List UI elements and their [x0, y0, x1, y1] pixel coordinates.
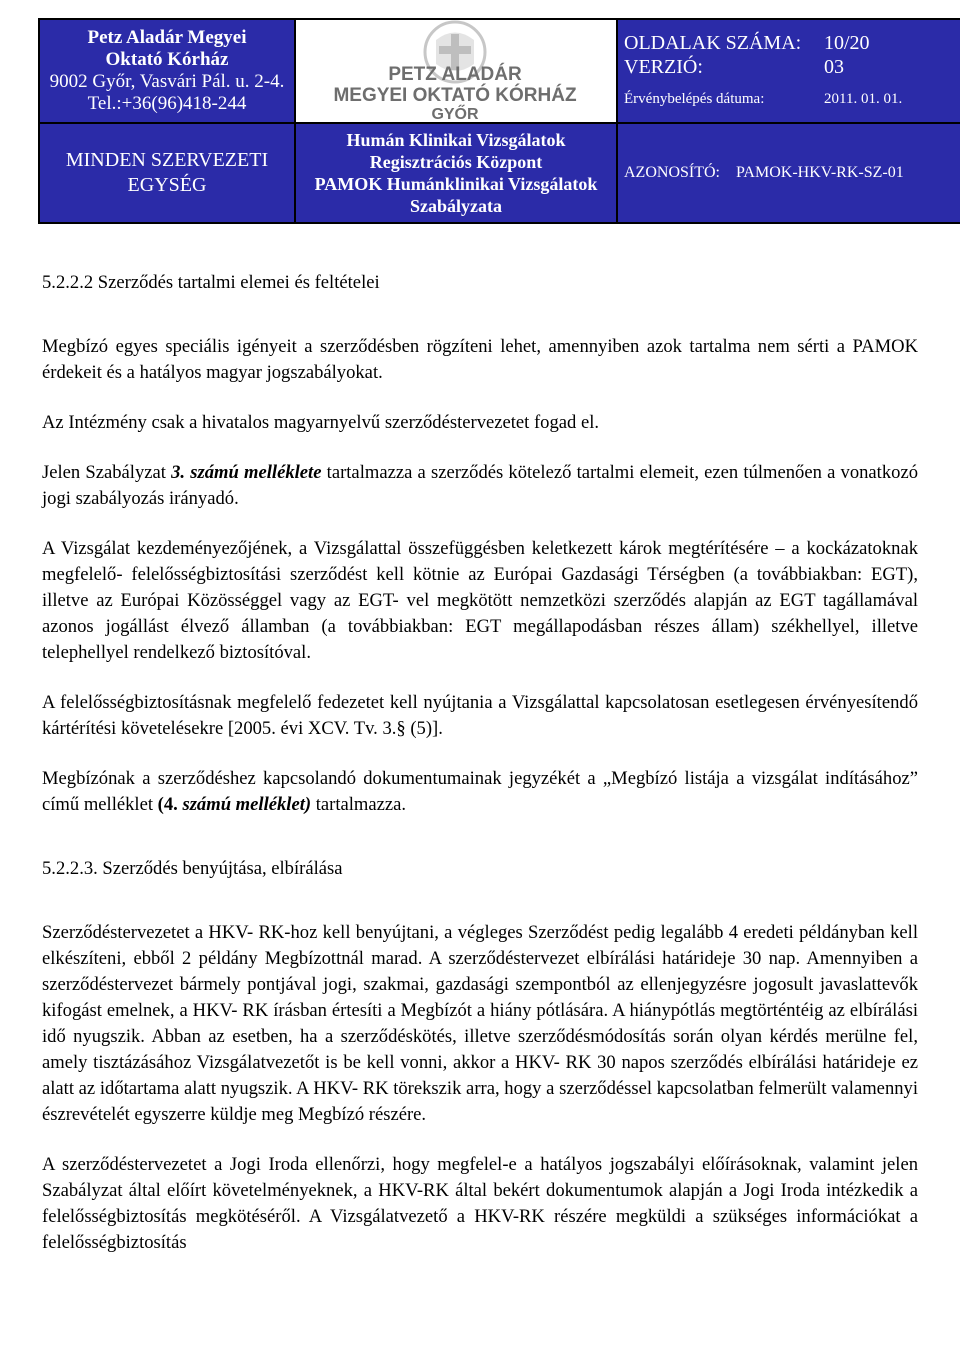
- logo-line-3: GYŐR: [431, 106, 479, 122]
- section-heading-5-2-2-3: 5.2.2.3. Szerződés benyújtása, elbírálása: [42, 858, 343, 879]
- identifier-label: AZONOSÍTÓ:: [624, 164, 720, 181]
- paragraph-legal-review: A szerződéstervezetet a Jogi Iroda ellenőrzi, hogy megfelel-e a hatályos jogszabályi előírásoknak, valamint jelen Szabályzat által előírt követelményeknek, a HKV-RK által bekért dokumentumok alapján a Jogi Iroda intézkedik a felelősségbiztosítás megkötéséről. A Vizsgálatvezető a HKV-RK részére megküldi a szükséges információkat a felelősségbiztosítás: [42, 1154, 918, 1253]
- p6-text-b: (4.: [157, 794, 178, 815]
- paragraph-hungarian-draft: Az Intézmény csak a hivatalos magyarnyelvű szerződéstervezetet fogad el.: [42, 412, 600, 433]
- logo-line-2: MEGYEI OKTATÓ KÓRHÁZ: [333, 85, 577, 106]
- effective-date-row: [624, 87, 960, 111]
- logo-line-1: PETZ ALADÁR: [388, 64, 522, 85]
- spacer: [42, 742, 918, 766]
- paragraph-liability-insurance: A Vizsgálat kezdeményezőjének, a Vizsgálattal összefüggésben keletkezett károk megtérítésére – a kockázatoknak megfelelő- felelősségbiztosítási szerződést kell kötnie az Európai Gazdasági Térségben (a továbbiakban: EGT), illetve az Európai Közösséggel vagy az EGT- vel megkötött nemzetközi szerződés alapján az EGT tagállamával azonos jogállást élvező államban (a továbbiakban: EGT megállapodásban részes állam) székhellyel, illetve telephellyel rendelkező biztosítóval.: [42, 538, 918, 663]
- pages-value: 10/20: [824, 32, 870, 54]
- spacer: [42, 436, 918, 460]
- spacer: [42, 386, 918, 410]
- org-telephone: Tel.:+36(96)418-244: [87, 93, 247, 114]
- hospital-logo-graphic: [296, 20, 614, 122]
- p3-text-a: Jelen Szabályzat: [42, 462, 172, 483]
- annex-3-reference: 3. számú melléklete: [171, 462, 322, 483]
- spacer: [42, 296, 918, 334]
- version-label: VERZIÓ:: [624, 56, 703, 78]
- paragraph-annex-reference: [42, 460, 918, 512]
- doc-title-line-3: PAMOK Humánklinikai Vizsgálatok: [314, 174, 598, 194]
- hospital-logo: [295, 19, 617, 123]
- identifier-value: PAMOK-HKV-RK-SZ-01: [736, 164, 904, 181]
- p6-text-a: Megbízónak a szerződéshez kapcsolandó dokumentumainak jegyzékét a „Megbízó listája a vizsgálat indításához” című melléklet: [42, 768, 918, 815]
- document-header: [38, 18, 960, 226]
- p3-text-c: tartalmazza a szerződés kötelező tartalmi elemeit, ezen túlmenően a vonatkozó jogi szabályozás irányadó.: [42, 462, 918, 509]
- spacer: [42, 818, 918, 856]
- document-title: [295, 123, 617, 223]
- effective-date-label: Érvénybelépés dátuma:: [624, 91, 765, 107]
- section-heading-5-2-2-2: 5.2.2.2 Szerződés tartalmi elemei és feltételei: [42, 272, 380, 293]
- spacer: [42, 882, 918, 920]
- paragraph-document-list: [42, 766, 918, 818]
- pages-label: OLDALAK SZÁMA:: [624, 32, 802, 54]
- org-address: 9002 Győr, Vasvári Pál. u. 2-4.: [49, 71, 285, 92]
- doc-title-line-2: Regisztrációs Központ: [369, 152, 543, 172]
- org-name-line-2: Oktató Kórház: [105, 49, 229, 70]
- doc-title-line-1: Humán Klinikai Vizsgálatok: [346, 130, 566, 150]
- version-row: [624, 55, 960, 79]
- spacer: [42, 1128, 918, 1152]
- paragraph-submission: Szerződéstervezetet a HKV- RK-hoz kell benyújtani, a végleges Szerződést pedig legalább 4 eredeti példányban kell elkészíteni, ebből 2 példány Megbízottnál marad. A szerződéstervezet elbírálási határideje 30 nap. Amennyiben a szerződéstervezet bármely pontjával jogi, szakmai, gazdasági szempontból az ellenjegyzésre jogosult javaslattevők kifogást emelnek, a HKV- RK írásban értesíti a Megbízót a hiány pótlására. A hiánypótlás megtörténtéig az elbírálási idő nyugszik. Abban az esetben, ha a szerződéskötés, illetve szerződésmódosítás során olyan kérdés merülne fel, amely tisztázásához Vizsgálatvezetőt is be kell vonni, akkor a HKV- RK 30 napos szerződés elbírálási határideje ez alatt az időtartama alatt nyugszik. A HKV- RK törekszik arra, hogy a szerződéssel kapcsolatban felmerült valamennyi észrevételét egyszerre küldje meg Megbízó részére.: [42, 922, 918, 1125]
- pages-row: [624, 31, 960, 55]
- org-name-line-1: Petz Aladár Megyei: [87, 27, 247, 48]
- document-identifier: [617, 123, 960, 223]
- document-body: [42, 270, 918, 1256]
- paragraph-special-requirements: Megbízó egyes speciális igényeit a szerződésben rögzíteni lehet, amennyiben azok tartalma nem sérti a PAMOK érdekeit és a hatályos magyar jogszabályokat.: [42, 336, 918, 383]
- version-value: 03: [824, 56, 844, 78]
- organization-block: [39, 19, 295, 123]
- doc-title-line-4: Szabályzata: [410, 196, 502, 216]
- spacer: [42, 666, 918, 690]
- unit-line-2: EGYSÉG: [127, 174, 207, 196]
- p6-text-d: tartalmazza.: [311, 794, 407, 815]
- effective-date-value: 2011. 01. 01.: [824, 91, 903, 107]
- unit-line-1: MINDEN SZERVEZETI: [65, 149, 269, 171]
- organizational-unit: [39, 123, 295, 223]
- paragraph-insurance-coverage: A felelősségbiztosításnak megfelelő fedezetet kell nyújtania a Vizsgálattal kapcsolatosan esetlegesen érvényesítendő kártérítési követelésekre [2005. évi XCV. Tv. 3.§ (5)].: [42, 692, 918, 739]
- header-table: [38, 18, 960, 224]
- annex-4-reference: számú melléklet): [177, 794, 312, 815]
- spacer: [42, 512, 918, 536]
- document-meta: [617, 19, 960, 123]
